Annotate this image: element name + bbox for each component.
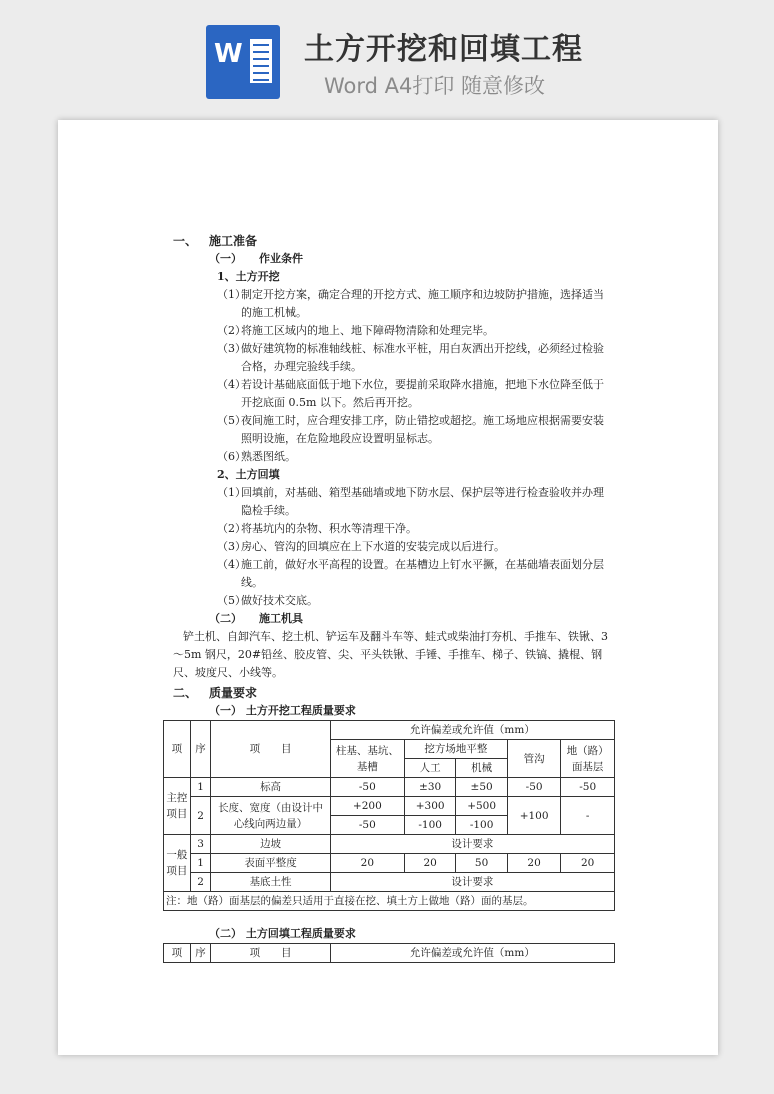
header-col3: 管沟 — [507, 740, 561, 778]
cell: -50 — [507, 778, 561, 797]
header-col4: 地（路）面基层 — [561, 740, 615, 778]
word-icon-lines — [250, 39, 272, 83]
group-general: 一般项目 — [164, 835, 191, 892]
cell: 2 — [190, 873, 211, 892]
list-item: （5） 夜间施工时，应合理安排工序，防止错挖或超挖。施工场地应根据需要安装照明设施，在危险地段应设置明显标志。 — [217, 414, 604, 445]
group-main: 主控项目 — [164, 778, 191, 835]
section-heading-1: 一、 施工准备 — [173, 234, 258, 248]
banner-subtitle: Word A4打印 随意修改 — [324, 74, 546, 98]
cell: +100 — [507, 797, 561, 835]
cell: 标高 — [211, 778, 330, 797]
cell: 20 — [404, 854, 455, 873]
list-item: （4） 施工前，做好水平高程的设置。在基槽边上钉水平撅，在基础墙表面划分层线。 — [217, 558, 604, 589]
list-item: （3） 做好建筑物的标准轴线桩、标准水平桩，用白灰洒出开挖线，必须经过检验合格，办理完验线手续。 — [217, 342, 604, 373]
cell: - — [561, 797, 615, 835]
heading-backfill: 2、土方回填 — [217, 468, 280, 481]
subsection-heading-conditions: （一） 作业条件 — [209, 252, 303, 265]
word-icon-letter: W — [214, 39, 243, 69]
cell: -50 — [561, 778, 615, 797]
header-allowance: 允许偏差或允许值（mm） — [330, 944, 614, 963]
cell: +200 — [330, 797, 404, 816]
cell: 设计要求 — [330, 873, 614, 892]
cell: -100 — [404, 816, 455, 835]
banner-title: 土方开挖和回填工程 — [304, 32, 583, 67]
table-row — [164, 797, 615, 816]
header-allowance: 允许偏差或允许值（mm） — [330, 721, 614, 740]
section-heading-2: 二、 质量要求 — [173, 686, 258, 700]
cell: -50 — [330, 816, 404, 835]
table-row — [164, 873, 615, 892]
banner — [0, 0, 774, 118]
cell: 20 — [561, 854, 615, 873]
list-item: （6） 熟悉图纸。 — [217, 450, 296, 463]
excavation-quality-table — [163, 720, 615, 911]
header-name: 项 目 — [211, 944, 330, 963]
header-col2b: 机械 — [456, 759, 507, 778]
list-item: （3） 房心、管沟的回填应在上下水道的安装完成以后进行。 — [217, 540, 505, 553]
table-row — [164, 854, 615, 873]
header-name: 项 目 — [211, 721, 330, 778]
table-note-row — [164, 892, 615, 911]
cell: 20 — [330, 854, 404, 873]
table2-title: （二） 土方回填工程质量要求 — [209, 927, 356, 940]
cell: 表面平整度 — [211, 854, 330, 873]
header-col2: 挖方场地平整 — [404, 740, 507, 759]
cell: 设计要求 — [330, 835, 614, 854]
cell: 3 — [190, 835, 211, 854]
cell: ±30 — [404, 778, 455, 797]
header-seq: 序 — [190, 721, 211, 778]
cell: +300 — [404, 797, 455, 816]
document-page — [58, 120, 718, 1055]
list-item: （1） 回填前，对基础、箱型基础墙或地下防水层、保护层等进行检查验收并办理隐检手续。 — [217, 486, 604, 517]
cell: 边坡 — [211, 835, 330, 854]
table-row — [164, 835, 615, 854]
cell: 基底土性 — [211, 873, 330, 892]
list-item: （2） 将施工区域内的地上、地下障碍物清除和处理完毕。 — [217, 324, 494, 337]
cell: 20 — [507, 854, 561, 873]
machinery-paragraph: 铲土机、自卸汽车、挖土机、铲运车及翻斗车等、蛙式或柴油打夯机、手推车、铁锹、3～5m 钢尺，20#铅丝、胶皮管、尖、平头铁锹、手锤、手推车、梯子、铁镐、撬棍、钢尺、坡度尺、小线等。 — [173, 630, 608, 679]
header-item: 项 — [164, 721, 191, 778]
word-document-icon — [206, 25, 280, 99]
table-row — [164, 778, 615, 797]
cell: ±50 — [456, 778, 507, 797]
header-item: 项 — [164, 944, 191, 963]
document-content — [166, 230, 613, 963]
table1-title: （一） 土方开挖工程质量要求 — [209, 704, 356, 717]
list-item: （2） 将基坑内的杂物、积水等清理干净。 — [217, 522, 417, 535]
cell: 1 — [190, 854, 211, 873]
cell: 1 — [190, 778, 211, 797]
cell: 2 — [190, 797, 211, 835]
cell: 50 — [456, 854, 507, 873]
list-item: （4） 若设计基础底面低于地下水位，要提前采取降水措施，把地下水位降至低于开挖底面 0.5m 以下。然后再开挖。 — [217, 378, 604, 409]
header-seq: 序 — [190, 944, 211, 963]
list-item: （1） 制定开挖方案，确定合理的开挖方式、施工顺序和边坡防护措施，选择适当的施工机械。 — [217, 288, 604, 319]
subsection-heading-machinery: （二） 施工机具 — [209, 612, 303, 625]
cell: -50 — [330, 778, 404, 797]
cell: 长度、宽度（由设计中心线向两边量） — [211, 797, 330, 835]
cell: -100 — [456, 816, 507, 835]
header-col2a: 人工 — [404, 759, 455, 778]
list-item: （5） 做好技术交底。 — [217, 594, 318, 607]
table-note: 注：地（路）面基层的偏差只适用于直接在挖、填土方上做地（路）面的基层。 — [164, 892, 615, 911]
cell: +500 — [456, 797, 507, 816]
heading-excavation: 1、土方开挖 — [217, 270, 280, 283]
backfill-quality-table — [163, 943, 615, 963]
header-col1: 柱基、基坑、基槽 — [330, 740, 404, 778]
